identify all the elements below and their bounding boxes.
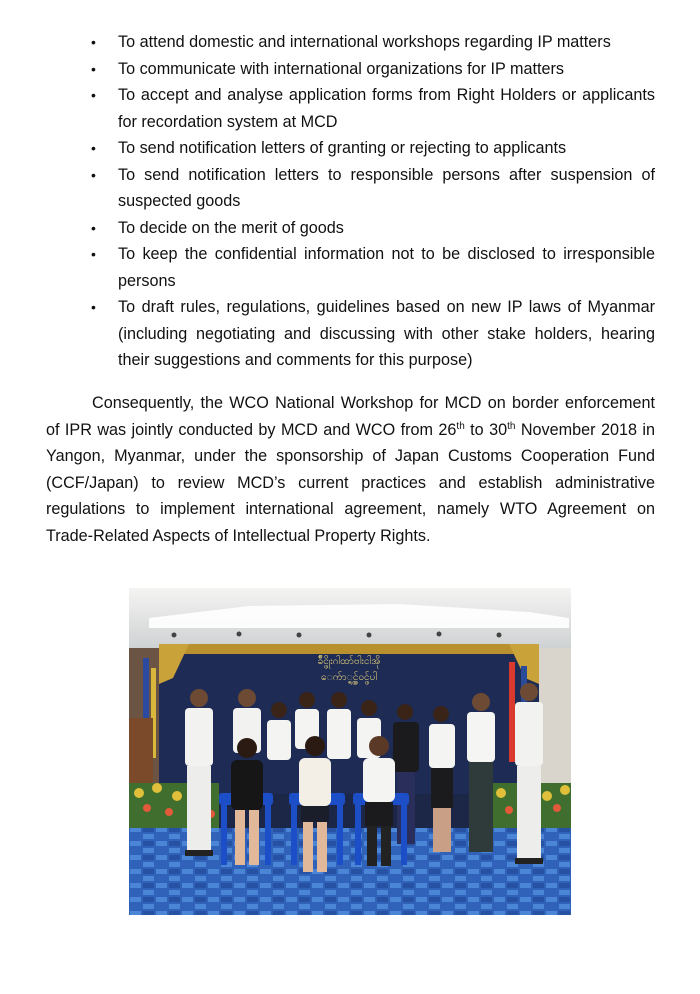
bullet-icon: • <box>91 34 96 50</box>
list-item-text: To keep the confidential information not to be disclosed to irresponsible persons <box>118 245 655 290</box>
body-paragraph <box>46 390 655 549</box>
list-item <box>0 56 655 83</box>
bullet-icon: • <box>91 87 96 103</box>
list-item <box>0 241 655 294</box>
list-item-text: To accept and analyse application forms from Right Holders or applicants for recordation system at MCD <box>118 86 655 131</box>
bullet-icon: • <box>91 299 96 315</box>
list-item-text: To send notification letters of granting or rejecting to applicants <box>118 139 567 157</box>
list-item <box>0 29 655 56</box>
list-item-text: To send notification letters to responsible persons after suspension of suspected goods <box>118 165 655 210</box>
list-item-text: To attend domestic and international workshops regarding IP matters <box>118 33 611 51</box>
bullet-icon: • <box>91 219 96 236</box>
list-item <box>0 215 655 242</box>
group-photo <box>129 588 571 915</box>
bullet-icon: • <box>91 140 96 156</box>
list-item <box>0 294 655 374</box>
bullet-icon: • <box>91 246 96 262</box>
paragraph-text: to 30 <box>464 420 508 439</box>
responsibilities-list <box>0 29 700 374</box>
list-item <box>0 135 655 162</box>
bullet-icon: • <box>91 60 96 77</box>
list-item-text: To decide on the merit of goods <box>118 218 344 237</box>
paragraph-text: Consequently, the WCO National Workshop for MCD on border enforcement of IPR was jointly conducted by MCD and WCO from 26 <box>46 394 655 439</box>
banner-text-line2: ေက်ာ္ရွင္ဖ်ဝင္ဖ်ပါ <box>320 672 378 683</box>
list-item-text: To draft rules, regulations, guidelines based on new IP laws of Myanmar (including negotiating and discussing with other stake holders, hearing their suggestions and comments for this purpose) <box>118 298 655 369</box>
bullet-icon: • <box>91 166 96 183</box>
list-item-text: To communicate with international organizations for IP matters <box>118 59 564 78</box>
paragraph-text: November 2018 in Yangon, Myanmar, under the sponsorship of Japan Customs Cooperation Fund (CCF/Japan) to review MCD’s current practices and establish administrative regulations to implement international agreement, namely WTO Agreement on Trade-Related Aspects of Intellectual Property Rights. <box>46 420 655 545</box>
ordinal-suffix: th <box>456 420 465 432</box>
ordinal-suffix: th <box>507 420 516 432</box>
list-item <box>0 82 655 135</box>
banner-text-line1: ခ်ိဳင္ဖိုးဂါထာ်ဗါးငါအို <box>317 656 381 667</box>
list-item <box>0 162 655 215</box>
